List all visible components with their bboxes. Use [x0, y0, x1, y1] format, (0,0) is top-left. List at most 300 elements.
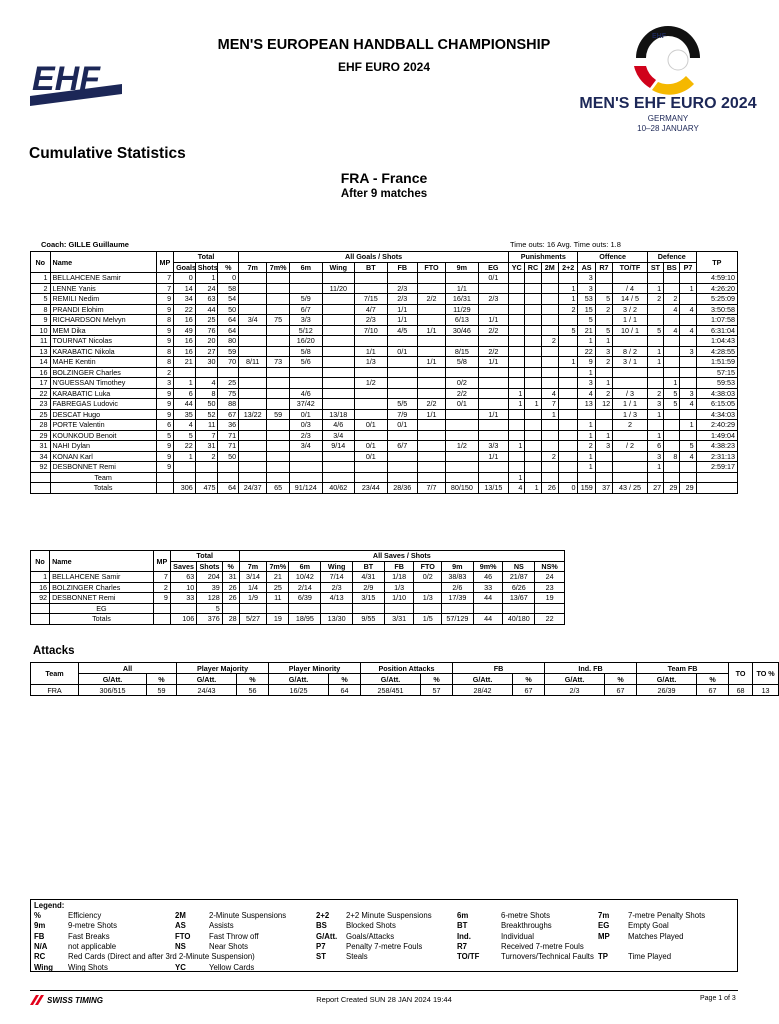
table-cell: 4/6 [322, 420, 355, 431]
attacks-sub-header-cell: G/Att. [361, 674, 421, 685]
table-cell [525, 378, 541, 389]
table-cell [680, 273, 696, 284]
table-cell [541, 294, 558, 305]
table-cell [322, 357, 355, 368]
table-cell [525, 357, 541, 368]
table-cell [417, 304, 445, 315]
legend-value: 6-metre Shots [501, 911, 550, 920]
table-cell: 4:59:10 [696, 273, 737, 284]
legend-key: % [34, 911, 41, 920]
table-cell: 27 [195, 346, 218, 357]
table-cell [525, 409, 541, 420]
table-cell: 4/13 [321, 593, 353, 604]
table-cell: 2/3 [387, 283, 417, 294]
table-cell: 1 [595, 378, 612, 389]
legend-value: Penalty 7-metre Fouls [346, 941, 423, 951]
table-cell: KARABATIC Nikola [50, 346, 156, 357]
table-cell [613, 273, 648, 284]
table-cell: 38/83 [441, 572, 473, 583]
table-cell: 30 [195, 357, 218, 368]
table-cell [509, 462, 525, 473]
table-cell [558, 420, 578, 431]
table-cell: 44 [473, 593, 503, 604]
table-cell [509, 378, 525, 389]
table-cell: / 2 [613, 441, 648, 452]
table-cell: 50 [218, 304, 239, 315]
table-cell [239, 451, 267, 462]
totals-cell: 43 / 25 [613, 483, 648, 494]
table-cell [417, 283, 445, 294]
table-cell [267, 420, 290, 431]
attacks-sub-header-cell: % [147, 674, 177, 685]
table-cell: 16 [31, 582, 50, 593]
table-cell: 4:38:03 [696, 388, 737, 399]
table-cell: 25 [218, 378, 239, 389]
table-cell: Team [50, 472, 156, 483]
goalkeeper-stats-table [30, 550, 565, 625]
sub-header-cell: Shots [195, 262, 218, 273]
table-cell [174, 462, 196, 473]
totals-cell: 37 [595, 483, 612, 494]
table-cell: 1/3 [414, 593, 442, 604]
table-cell: 8 [31, 304, 51, 315]
legend-value: Received 7-metre Fouls [501, 941, 584, 951]
table-cell [525, 441, 541, 452]
table-cell [267, 603, 289, 614]
table-cell: 11 [195, 420, 218, 431]
table-cell: 1:49:04 [696, 430, 737, 441]
table-cell: 5 [174, 430, 196, 441]
table-cell [595, 409, 612, 420]
gk-sub-header-cell: 7m% [267, 561, 289, 572]
legend-value: Fast Throw off [209, 931, 259, 941]
table-cell [414, 603, 442, 614]
gk-sub-header-cell: Shots [197, 561, 222, 572]
table-cell: 2 [195, 451, 218, 462]
table-cell [509, 451, 525, 462]
att-col-indfb: Ind. FB [545, 663, 637, 674]
legend-value: not applicable [68, 941, 117, 951]
legend-item [175, 942, 248, 951]
table-cell: 9 [31, 315, 51, 326]
table-cell: 4 [541, 388, 558, 399]
totals-cell: 28 [222, 614, 239, 625]
table-cell [541, 346, 558, 357]
totals-cell: 29 [680, 483, 696, 494]
table-cell [387, 430, 417, 441]
sub-header-cell: FB [387, 262, 417, 273]
player-row [31, 399, 738, 410]
table-cell: 52 [195, 409, 218, 420]
table-cell [239, 283, 267, 294]
table-cell [664, 430, 680, 441]
table-cell: 2:59:17 [696, 462, 737, 473]
table-cell [664, 357, 680, 368]
table-cell: 8 [156, 357, 173, 368]
table-cell: 13 [31, 346, 51, 357]
table-cell: 2/2 [478, 346, 508, 357]
totals-cell: 40/180 [503, 614, 535, 625]
table-cell [525, 325, 541, 336]
table-cell [322, 304, 355, 315]
table-cell [535, 603, 565, 614]
table-cell: 67 [218, 409, 239, 420]
totals-cell: 40/62 [322, 483, 355, 494]
table-cell: BELLAHCENE Samir [50, 273, 156, 284]
sub-header-cell: 9m [446, 262, 479, 273]
table-cell [664, 472, 680, 483]
legend-value: Goals/Attacks [346, 931, 395, 941]
table-cell [525, 367, 541, 378]
gk-col-total: Total [170, 551, 239, 562]
table-cell: 23 [31, 399, 51, 410]
table-cell: 64 [218, 315, 239, 326]
table-cell: KARABATIC Luka [50, 388, 156, 399]
table-cell [446, 451, 479, 462]
table-cell: / 3 [613, 388, 648, 399]
table-cell: 80 [218, 336, 239, 347]
table-cell: 88 [218, 399, 239, 410]
table-cell [664, 346, 680, 357]
gk-group-header [31, 551, 565, 562]
table-cell: 3 [680, 388, 696, 399]
totals-cell: 0 [558, 483, 578, 494]
table-cell: 16/20 [290, 336, 323, 347]
table-cell [387, 472, 417, 483]
legend-key: 2+2 [316, 911, 330, 920]
sub-header-cell: Goals [174, 262, 196, 273]
table-cell [387, 336, 417, 347]
totals-cell: 1/5 [414, 614, 442, 625]
table-cell: 7/9 [387, 409, 417, 420]
table-cell [387, 451, 417, 462]
table-cell [525, 304, 541, 315]
table-cell: 8 [664, 451, 680, 462]
player-row [31, 273, 738, 284]
table-cell: 0/1 [387, 346, 417, 357]
table-cell: 1/1 [478, 451, 508, 462]
table-cell [31, 603, 50, 614]
legend-value: 7-metre Penalty Shots [628, 911, 706, 920]
table-cell [355, 462, 388, 473]
gk-eg-row [31, 603, 565, 614]
player-row [31, 420, 738, 431]
table-cell: 13 [753, 685, 779, 696]
table-cell: 5:25:09 [696, 294, 737, 305]
table-cell: 1/1 [446, 283, 479, 294]
table-cell: DESBONNET Remi [50, 462, 156, 473]
col-all-goals: All Goals / Shots [239, 252, 509, 263]
table-cell: 59 [267, 409, 290, 420]
table-cell: 6/13 [446, 315, 479, 326]
legend-value: Fast Breaks [68, 931, 110, 941]
table-cell [541, 273, 558, 284]
table-cell: 13/67 [503, 593, 535, 604]
table-cell: 8 [156, 346, 173, 357]
table-cell [509, 409, 525, 420]
table-cell: 1 [174, 451, 196, 462]
table-cell [558, 367, 578, 378]
table-cell: 2 [31, 283, 51, 294]
table-cell: 11/29 [446, 304, 479, 315]
table-cell [680, 315, 696, 326]
table-cell [218, 367, 239, 378]
player-row [31, 388, 738, 399]
table-cell [664, 336, 680, 347]
table-cell: DESBONNET Remi [50, 593, 154, 604]
table-cell: 1:51:59 [696, 357, 737, 368]
table-cell: 3 [578, 378, 595, 389]
totals-cell: 28/36 [387, 483, 417, 494]
table-cell [417, 451, 445, 462]
table-cell [239, 420, 267, 431]
table-cell [384, 603, 414, 614]
table-cell: 1 [525, 399, 541, 410]
legend-item [457, 942, 584, 951]
table-cell: 34 [31, 451, 51, 462]
table-cell: 92 [31, 593, 50, 604]
table-cell: 6/7 [387, 441, 417, 452]
table-cell: 1 [31, 273, 51, 284]
table-cell [239, 346, 267, 357]
attacks-sub-header-cell: G/Att. [453, 674, 513, 685]
table-cell [267, 388, 290, 399]
table-cell [647, 336, 663, 347]
legend-item [457, 952, 594, 961]
table-cell [239, 273, 267, 284]
table-cell [647, 420, 663, 431]
table-cell: 10/42 [289, 572, 321, 583]
table-cell: 28 [31, 420, 51, 431]
table-cell: 76 [195, 325, 218, 336]
table-cell: 1 [578, 462, 595, 473]
legend-value: 2+2 Minute Suspensions [346, 911, 432, 920]
table-cell: 22 [174, 304, 196, 315]
table-cell [446, 336, 479, 347]
table-cell: 204 [197, 572, 222, 583]
gk-eg-shots: 5 [197, 603, 222, 614]
table-cell: 19 [535, 593, 565, 604]
table-cell [239, 441, 267, 452]
table-cell [174, 367, 196, 378]
legend-value: Turnovers/Technical Faults [501, 952, 594, 962]
table-cell [417, 441, 445, 452]
table-cell [417, 378, 445, 389]
table-cell: 5 [31, 294, 51, 305]
legend-key: BS [316, 921, 327, 931]
table-cell [680, 357, 696, 368]
table-cell: 2/3 [545, 685, 605, 696]
table-cell [541, 441, 558, 452]
table-cell: 12 [595, 399, 612, 410]
legend-item [34, 921, 117, 930]
gk-sub-header-cell: 9m [441, 561, 473, 572]
table-cell: 3 [578, 283, 595, 294]
table-cell [509, 283, 525, 294]
table-cell: 33 [473, 582, 503, 593]
table-cell [174, 472, 196, 483]
table-cell: 2/3 [478, 294, 508, 305]
legend-value: Assists [209, 921, 234, 931]
table-cell [478, 304, 508, 315]
attacks-sub-header-cell: % [697, 674, 729, 685]
table-cell [664, 420, 680, 431]
table-cell [195, 472, 218, 483]
player-row [31, 378, 738, 389]
col-offence: Offence [578, 252, 647, 263]
table-cell: 4/31 [353, 572, 385, 583]
legend-item [34, 932, 110, 941]
legend-key: BT [457, 921, 468, 931]
table-cell: RICHARDSON Melvyn [50, 315, 156, 326]
table-cell [509, 294, 525, 305]
table-cell [267, 294, 290, 305]
gk-sub-header-cell: 9m% [473, 561, 503, 572]
table-cell: 0 [218, 273, 239, 284]
table-cell: 2 [595, 357, 612, 368]
table-cell [153, 603, 170, 614]
legend-value: Matches Played [628, 931, 684, 941]
table-cell: 8/15 [446, 346, 479, 357]
table-cell: 16 [174, 336, 196, 347]
table-cell: 2:40:29 [696, 420, 737, 431]
sub-header-cell: BS [664, 262, 680, 273]
table-cell [290, 367, 323, 378]
table-cell: 6:31:04 [696, 325, 737, 336]
totals-cell: 91/124 [290, 483, 323, 494]
table-cell [355, 388, 388, 399]
table-cell [525, 273, 541, 284]
table-cell: 2/3 [355, 315, 388, 326]
totals-cell: 27 [647, 483, 663, 494]
table-cell [267, 325, 290, 336]
table-cell: 7 [541, 399, 558, 410]
totals-cell: 22 [535, 614, 565, 625]
table-cell [558, 451, 578, 462]
table-cell [322, 336, 355, 347]
euro-2024-logo [579, 28, 757, 140]
table-cell: 1/2 [355, 378, 388, 389]
table-cell [387, 388, 417, 399]
table-cell [664, 283, 680, 294]
legend-item [175, 963, 254, 972]
euro-logo-dates: 10–28 JANUARY [637, 124, 699, 133]
table-cell: 2 [664, 294, 680, 305]
player-row [31, 430, 738, 441]
team-title: FRA - France [340, 170, 428, 186]
table-cell [387, 357, 417, 368]
sub-header-cell: % [218, 262, 239, 273]
player-row [31, 367, 738, 378]
table-cell [647, 378, 663, 389]
table-cell [595, 451, 612, 462]
legend-key: Ind. [457, 931, 471, 941]
table-cell: 1 [595, 336, 612, 347]
totals-cell: 159 [578, 483, 595, 494]
player-row [31, 441, 738, 452]
table-cell: 4:34:03 [696, 409, 737, 420]
table-cell: 1 [647, 462, 663, 473]
table-cell: 1 [595, 430, 612, 441]
table-cell: 3 [680, 346, 696, 357]
table-cell: 128 [197, 593, 222, 604]
totals-cell: 29 [664, 483, 680, 494]
table-cell: 16/25 [269, 685, 329, 696]
table-cell [509, 325, 525, 336]
table-cell: 20 [195, 336, 218, 347]
legend-key: R7 [457, 941, 467, 951]
table-cell: 6/39 [289, 593, 321, 604]
sub-header-cell: YC [509, 262, 525, 273]
table-cell: 9 [153, 593, 170, 604]
gk-col-no: No [31, 551, 50, 572]
table-cell: 2 [613, 420, 648, 431]
table-cell: 1/1 [417, 325, 445, 336]
table-cell: 2/3 [290, 430, 323, 441]
gk-col-mp: MP [153, 551, 170, 572]
table-cell [525, 283, 541, 294]
legend-value: Yellow Cards [209, 962, 255, 972]
totals-cell: Totals [50, 614, 154, 625]
table-cell: 30/46 [446, 325, 479, 336]
table-cell [680, 294, 696, 305]
table-cell [478, 388, 508, 399]
table-cell [267, 472, 290, 483]
table-cell [417, 430, 445, 441]
table-cell: 67 [697, 685, 729, 696]
table-cell [541, 472, 558, 483]
table-cell: 1 [509, 388, 525, 399]
table-cell [355, 336, 388, 347]
table-cell [239, 336, 267, 347]
table-cell [541, 357, 558, 368]
legend-value: Time Played [628, 952, 672, 962]
table-cell: 9 [156, 399, 173, 410]
legend-key: G/Att. [316, 931, 338, 941]
legend-key: NS [175, 941, 186, 951]
table-cell [267, 283, 290, 294]
sub-header-cell: EG [478, 262, 508, 273]
table-cell [525, 388, 541, 399]
table-cell [321, 603, 353, 614]
table-cell [595, 315, 612, 326]
legend-value: Individual [501, 931, 534, 941]
table-cell: 6 [174, 388, 196, 399]
sub-header-cell: 7m% [267, 262, 290, 273]
page-title: MEN'S EUROPEAN HANDBALL CHAMPIONSHIP [217, 37, 551, 53]
table-cell: 3 [647, 399, 663, 410]
sub-header-cell: R7 [595, 262, 612, 273]
att-col-pmaj: Player Majority [177, 663, 269, 674]
table-cell: 2 [595, 388, 612, 399]
table-cell [647, 304, 663, 315]
sub-header-cell: ST [647, 262, 663, 273]
table-cell: 71 [218, 441, 239, 452]
legend-key: TO/TF [457, 952, 480, 962]
table-cell: 0/1 [355, 451, 388, 462]
table-cell: 70 [218, 357, 239, 368]
gk-sub-header-cell: NS% [535, 561, 565, 572]
table-cell: 9 [156, 294, 173, 305]
table-cell: 21 [174, 357, 196, 368]
table-cell: 25 [267, 582, 289, 593]
table-cell [322, 367, 355, 378]
table-cell [446, 273, 479, 284]
table-cell: 21 [578, 325, 595, 336]
legend-item [34, 911, 101, 920]
table-cell [239, 388, 267, 399]
table-cell [195, 462, 218, 473]
